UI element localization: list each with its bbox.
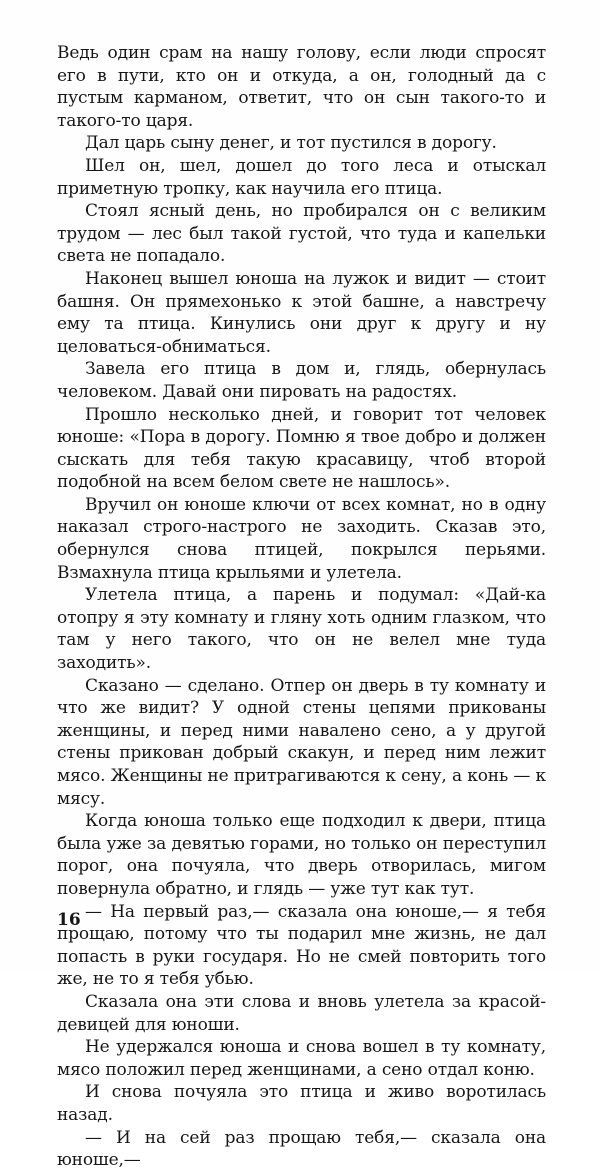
paragraph: Сказала она эти слова и вновь улетела за красой-девицей для юноши. bbox=[57, 991, 546, 1035]
paragraph: Дал царь сыну денег, и тот пустился в дорогу. bbox=[85, 133, 497, 154]
page-number: 16 bbox=[57, 910, 81, 930]
paragraph: Не удержался юноша и снова вошел в ту комнату, мясо положил перед женщинами, а сено отдал коню. bbox=[57, 1037, 546, 1080]
paragraph: Когда юноша только еще подходил к двери, птица была уже за девятью горами, но только он переступил порог, она почуяла, что дверь отворилась, мигом повернула обратно, и глядь — уже тут как тут. bbox=[57, 811, 546, 899]
paragraph: Вручил он юноше ключи от всех комнат, но в одну наказал строго-настрого не заходить. Сказав это, обернулся снова птицей, покрылся перьями. Взмахнула птица крыльями и улетела. bbox=[57, 494, 546, 583]
paragraph: Ведь один срам на нашу голову, если люди спросят его в пути, кто он и откуда, а он, голодный да с пустым карманом, ответит, что он сын такого-то и такого-то царя. bbox=[57, 43, 546, 131]
paragraph: Шел он, шел, дошел до того леса и отыскал приметную тропку, как научила его птица. bbox=[57, 155, 546, 199]
paragraph: Прошло несколько дней, и говорит тот человек юноше: «Пора в дорогу. Помню я твое добро и должен сыскать для тебя такую красавицу, чтоб второй подобной на всем белом свете не нашлось». bbox=[57, 404, 546, 493]
paragraph: Улетела птица, а парень и подумал: «Дай-ка отопру я эту комнату и гляну хоть одним глазком, что там у него такого, что он не велел мне туда заходить». bbox=[57, 585, 546, 674]
paragraph: Завела его птица в дом и, глядь, обернулась человеком. Давай они пировать на радостях. bbox=[57, 359, 546, 402]
body-text bbox=[57, 42, 546, 1172]
paragraph: — На первый раз,— сказала она юноше,— я тебя прощаю, потому что ты подарил мне жизнь, не дал попасть в руки государя. Но не смей повторить того же, не то я тебя убью. bbox=[57, 901, 546, 990]
paragraph: Стоял ясный день, но пробирался он с великим трудом — лес был такой густой, что туда и капельки света не попадало. bbox=[57, 201, 546, 267]
paragraph: Сказано — сделано. Отпер он дверь в ту комнату и что же видит? У одной стены цепями прикованы женщины, и перед ними навалено сено, а у другой стены прикован добрый скакун, и перед ним лежит мясо. Женщины не притрагиваются к сену, а конь — к мясу. bbox=[57, 675, 546, 809]
paragraph: Наконец вышел юноша на лужок и видит — стоит башня. Он прямехонько к этой башне, а навстречу ему та птица. Кинулись они друг к другу и ну целоваться-обниматься. bbox=[57, 268, 546, 357]
paragraph: И снова почуяла это птица и живо воротилась назад. bbox=[57, 1082, 546, 1125]
paragraph: — И на сей раз прощаю тебя,— сказала она юноше,— bbox=[57, 1127, 546, 1171]
